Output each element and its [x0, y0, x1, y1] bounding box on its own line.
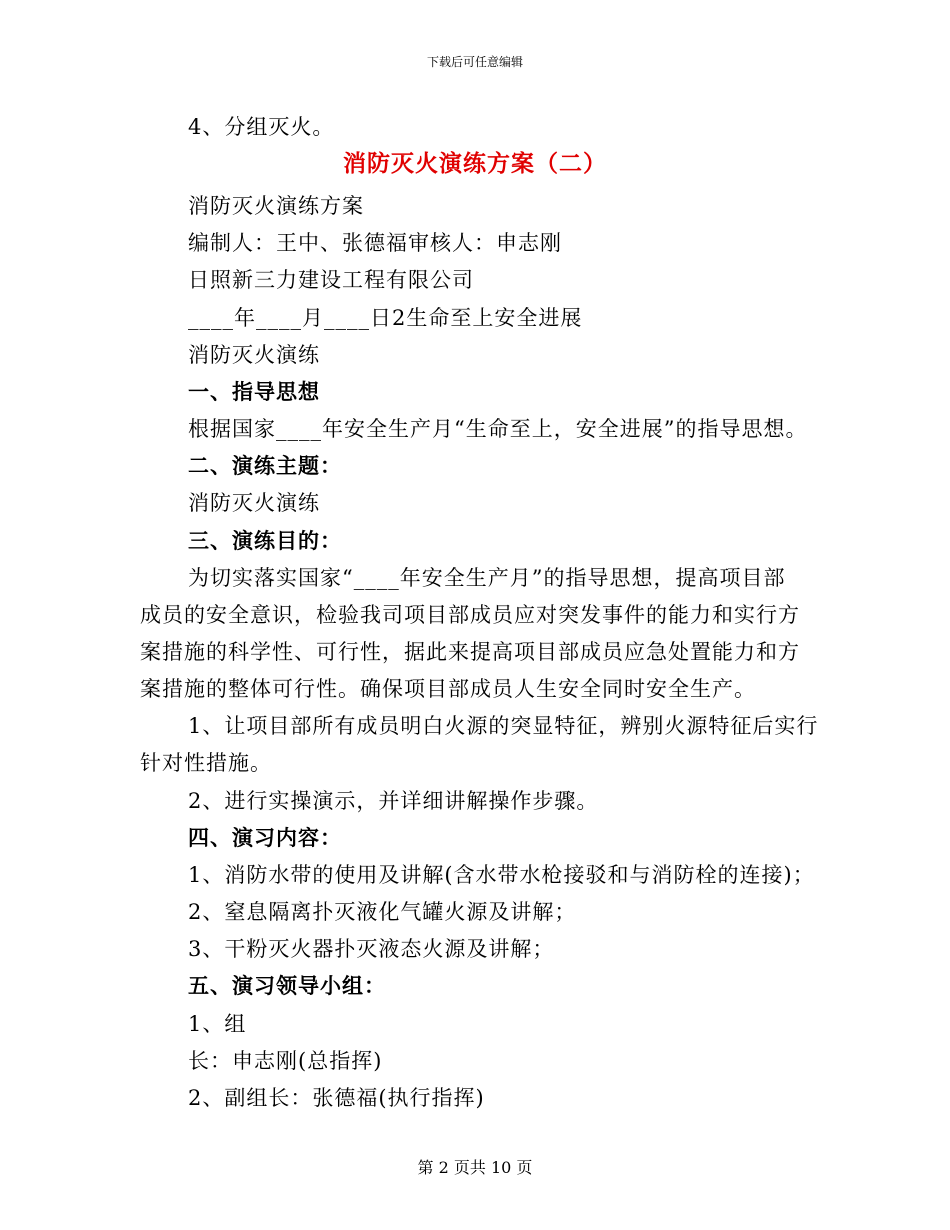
paragraph: 消防灭火演练	[188, 343, 320, 367]
paragraph: 消防灭火演练	[188, 491, 320, 515]
page-number: 第 2 页共 10 页	[417, 1158, 533, 1177]
paragraph: 1、组	[188, 1012, 247, 1036]
paragraph: 日照新三力建设工程有限公司	[188, 268, 474, 292]
paragraph: 长：申志刚(总指挥)	[188, 1049, 383, 1073]
paragraph: 2、窒息隔离扑灭液化气罐火源及讲解；	[188, 900, 577, 924]
paragraph: 4、分组灭火。	[188, 115, 335, 139]
paragraph: 1、消防水带的使用及讲解(含水带水枪接驳和与消防栓的连接)；	[188, 863, 815, 887]
paragraph: 1、让项目部所有成员明白火源的突显特征，辨别火源特征后实行	[188, 714, 819, 738]
section-heading: 三、演练目的：	[188, 528, 342, 553]
paragraph: 案措施的科学性、可行性，据此来提高项目部成员应急处置能力和方	[140, 640, 800, 664]
paragraph: 2、副组长：张德福(执行指挥)	[188, 1086, 485, 1110]
paragraph: 2、进行实操演示，并详细讲解操作步骤。	[188, 789, 599, 813]
section-heading: 四、演习内容：	[188, 825, 342, 850]
paragraph: 3、干粉灭火器扑灭液态火源及讲解；	[188, 937, 555, 961]
section-heading: 一、指导思想	[188, 379, 320, 404]
paragraph: 为切实落实国家“____年安全生产月”的指导思想，提高项目部	[188, 566, 786, 590]
section-heading: 二、演练主题：	[188, 453, 342, 478]
section-heading: 五、演习领导小组：	[188, 973, 386, 998]
page-header-note: 下载后可任意编辑	[426, 55, 523, 69]
paragraph: 针对性措施。	[140, 751, 272, 775]
paragraph: 根据国家____年安全生产月“生命至上，安全进展”的指导思想。	[188, 417, 808, 441]
paragraph: 消防灭火演练方案	[188, 194, 364, 218]
paragraph: 成员的安全意识，检验我司项目部成员应对突发事件的能力和实行方	[140, 603, 800, 627]
paragraph: 编制人：王中、张德福审核人：申志刚	[188, 231, 562, 255]
paragraph: 案措施的整体可行性。确保项目部成员人生安全同时安全生产。	[140, 677, 756, 701]
section-title: 消防灭火演练方案（二）	[343, 150, 607, 177]
paragraph: ____年____月____日2生命至上安全进展	[188, 306, 583, 330]
